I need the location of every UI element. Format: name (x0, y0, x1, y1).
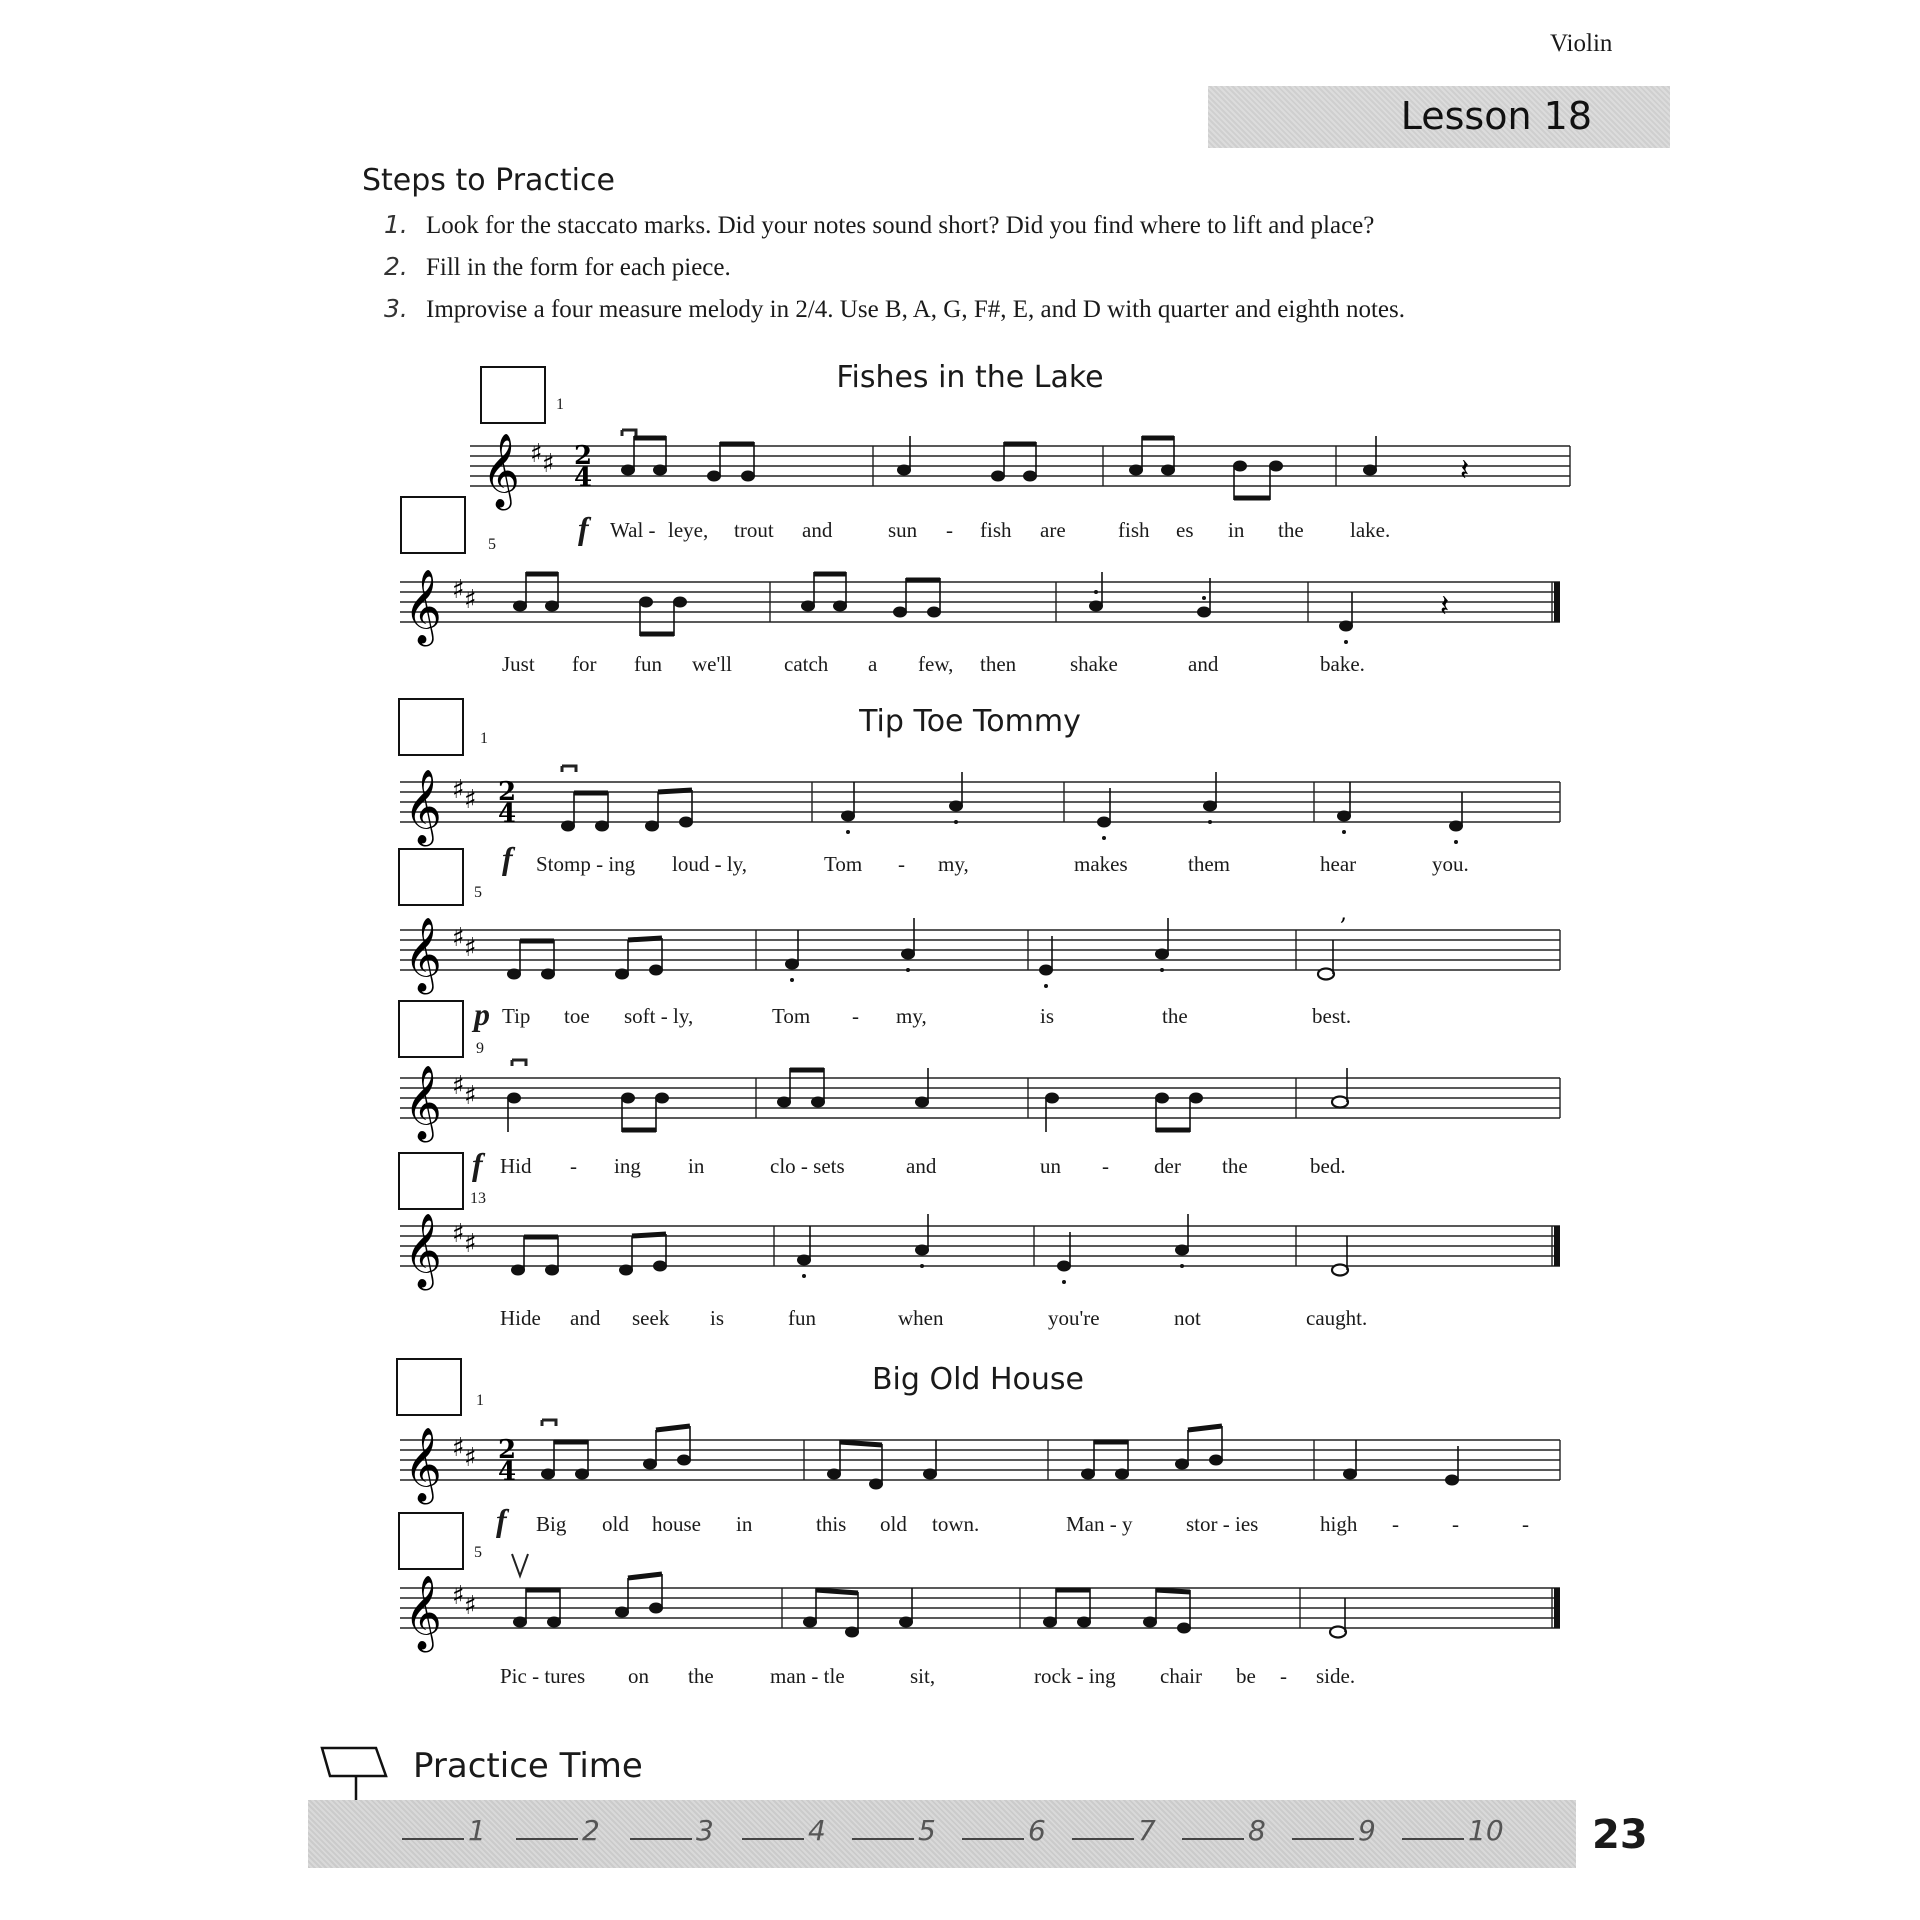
practice-day-slot[interactable]: 4 (742, 1814, 826, 1847)
measure-number: 1 (476, 1392, 484, 1409)
measure-number: 1 (556, 396, 564, 413)
lesson-banner (1208, 86, 1670, 148)
steps-list (384, 210, 1405, 336)
music-staff (400, 1052, 1560, 1162)
svg-text:2: 2 (498, 1435, 517, 1465)
song-title-big-old-house: Big Old House (871, 1362, 1085, 1397)
dynamic-marking: f (472, 1146, 483, 1182)
svg-text:♯: ♯ (464, 785, 477, 815)
form-box[interactable] (480, 366, 546, 424)
svg-text:♯: ♯ (464, 585, 477, 615)
form-box[interactable] (398, 1000, 464, 1058)
practice-day-slot[interactable]: 6 (962, 1814, 1046, 1847)
practice-day-slot[interactable]: 7 (1072, 1814, 1156, 1847)
music-staff (400, 901, 1560, 1014)
music-staff (400, 1552, 1560, 1672)
svg-text:♯: ♯ (452, 1581, 465, 1611)
svg-text:𝄞: 𝄞 (404, 770, 442, 844)
form-box[interactable] (396, 1358, 462, 1416)
step-item: 3. Improvise a four measure melody in 2/4. Use B, A, G, F#, E, and D with quarter and eighth notes. (384, 294, 1405, 323)
svg-text:𝄽: 𝄽 (1440, 589, 1450, 624)
svg-text:♯: ♯ (452, 1071, 465, 1101)
svg-text:𝄞: 𝄞 (404, 570, 442, 644)
form-box[interactable] (398, 698, 464, 756)
svg-text:♯: ♯ (530, 439, 543, 469)
form-box[interactable] (400, 496, 466, 554)
music-staff (400, 756, 1560, 866)
music-staff (400, 1414, 1560, 1524)
practice-tracker (308, 1800, 1576, 1868)
practice-day-slot[interactable]: 2 (516, 1814, 600, 1847)
svg-text:2: 2 (574, 441, 593, 471)
svg-text:♯: ♯ (464, 1591, 477, 1621)
svg-text:𝄞: 𝄞 (404, 1428, 442, 1502)
page-number: 23 (1592, 1812, 1648, 1858)
lesson-title: Lesson 18 (1400, 94, 1592, 138)
svg-text:𝄽: 𝄽 (1460, 453, 1470, 488)
svg-text:♯: ♯ (464, 933, 477, 963)
dynamic-marking: p (474, 996, 490, 1032)
practice-day-slot[interactable]: 8 (1182, 1814, 1266, 1847)
music-staff (400, 1200, 1560, 1310)
svg-text:♯: ♯ (464, 1081, 477, 1111)
form-box[interactable] (398, 848, 464, 906)
practice-heading: Practice Time (413, 1746, 643, 1786)
practice-day-slot[interactable]: 5 (852, 1814, 936, 1847)
instrument-label: Violin (1550, 30, 1613, 57)
svg-text:♯: ♯ (452, 1433, 465, 1463)
measure-number: 5 (474, 1544, 482, 1561)
svg-text:4: 4 (498, 799, 517, 829)
svg-text:2: 2 (498, 777, 517, 807)
svg-text:𝄞: 𝄞 (482, 434, 520, 508)
svg-text:𝄞: 𝄞 (404, 1576, 442, 1650)
svg-text:♯: ♯ (542, 449, 555, 479)
svg-text:♯: ♯ (452, 575, 465, 605)
svg-text:♯: ♯ (464, 1443, 477, 1473)
dynamic-marking: f (496, 1502, 507, 1538)
dynamic-marking: f (502, 840, 513, 876)
measure-number: 9 (476, 1040, 484, 1057)
svg-text:,: , (1340, 901, 1347, 926)
svg-text:♯: ♯ (464, 1229, 477, 1259)
step-item: 1. Look for the staccato marks. Did your notes sound short? Did you find where to lift and place? (384, 210, 1375, 239)
dynamic-marking: f (578, 510, 589, 546)
svg-text:𝄞: 𝄞 (404, 918, 442, 992)
step-item: 2. Fill in the form for each piece. (384, 252, 731, 281)
practice-day-slot[interactable]: 3 (630, 1814, 714, 1847)
music-staff (400, 556, 1560, 666)
song-title-tip-toe-tommy: Tip Toe Tommy (859, 704, 1081, 739)
svg-text:♯: ♯ (452, 1219, 465, 1249)
svg-text:4: 4 (498, 1457, 517, 1487)
measure-number: 1 (480, 730, 488, 747)
song-title-fishes: Fishes in the Lake (836, 360, 1104, 395)
svg-text:𝄞: 𝄞 (404, 1214, 442, 1288)
svg-text:♯: ♯ (452, 923, 465, 953)
practice-day-slot[interactable]: 9 (1292, 1814, 1376, 1847)
steps-heading: Steps to Practice (362, 163, 615, 198)
svg-text:4: 4 (574, 463, 593, 493)
svg-text:♯: ♯ (452, 775, 465, 805)
measure-number: 5 (474, 884, 482, 901)
music-staff (470, 420, 1570, 530)
practice-day-slot[interactable]: 10 (1402, 1814, 1504, 1847)
measure-number: 13 (470, 1190, 486, 1207)
svg-text:𝄞: 𝄞 (404, 1066, 442, 1140)
practice-day-slot[interactable]: 1 (402, 1814, 486, 1847)
measure-number: 5 (488, 536, 496, 553)
